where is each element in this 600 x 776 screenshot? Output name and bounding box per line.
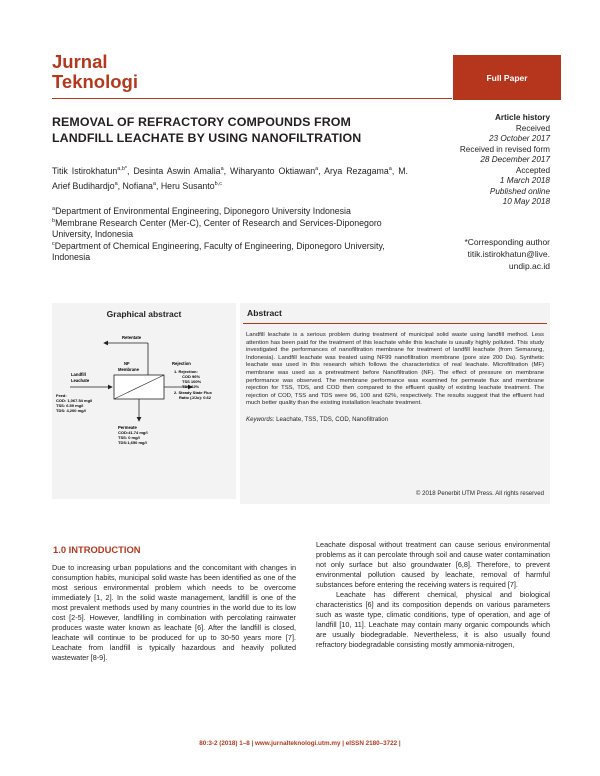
journal-name-line1: Jurnal	[52, 51, 108, 72]
abstract-box	[240, 303, 550, 504]
permeate-tss: TSS: 0 mg/l	[118, 435, 140, 440]
feed-tss: TSS: 6.59 mg/l	[56, 403, 84, 408]
rejection-label: Rejection	[172, 361, 191, 366]
revised-label: Received in revised form	[459, 144, 550, 154]
author-sup: a	[152, 181, 156, 188]
abstract-heading: Abstract	[243, 303, 547, 324]
author-list: Titik Istirokhatun$^{a,b*}$, Desinta Aswin Amalia$^a$, Wiharyanto Oktiawan$^a$, Arya Rezagama$^a$, M. Arief Budihardjo$^a$, Nofiana$^a$, Heru Susanto$^{b,c}$	[52, 166, 408, 191]
journal-name-line2: Teknologi	[52, 71, 138, 92]
affiliation-sup: b	[52, 217, 56, 224]
flux-ratio-value: Ratio (J/Jo): 0.62	[179, 395, 212, 400]
corresponding-email-line1: titik.istirokhatun@live.	[467, 249, 550, 259]
header-rule	[52, 98, 452, 99]
copyright-notice: © 2018 Penerbit UTM Press. All rights reserved	[415, 490, 544, 497]
permeate-cod: COD:41.74 mg/l	[118, 430, 148, 435]
author-name: M. Arief Budihardjo	[52, 166, 408, 191]
author-sup: a	[114, 181, 118, 188]
process-diagram	[52, 319, 236, 499]
revised-date: 28 December 2017	[480, 155, 550, 164]
rejection-tss: TSS 100%	[182, 379, 202, 384]
retentate-label: Retentate	[122, 335, 142, 340]
graphical-abstract-title: Graphical abstract	[106, 309, 182, 319]
affiliation-c	[52, 241, 410, 264]
history-heading: Article history	[494, 113, 550, 122]
article-history	[410, 113, 550, 208]
abstract-text: Landfill leachate is a serious problem during treatment of municipal solid waste using landfill method. Less attention has been paid for the treatment of this leachate while this leachate is usually highly polluted. This study investigated the performances of nanofiltration membrane for treatment of landfill leachate (from Semarang, Indonesia). Landfill leachate was treated using NF99 nanofiltration membrane (pore size 200 Da). Synthetic leachate was used in this research which follows the characteristics of real leachate. Microfiltration (MF) membrane was used as a pretreatment before Nanofiltration (NF). The effect of pressure on membrane performance was observed. The membrane performance was examined for permeate flux and membrane rejection for TSS, TDS, and COD then compared to the effluent quality of existing leachate treatment. The rejection of COD, TSS and TDS were 96, 100 and 62%, respectively. The results suggest that the effluent had much better quality than the existing installation leachate treatment.	[246, 332, 544, 407]
body-column-right	[316, 540, 550, 651]
section-heading-introduction: 1.0 INTRODUCTION	[53, 544, 141, 555]
author-name: Heru Susanto	[160, 181, 215, 191]
corresponding-author	[400, 236, 550, 272]
feed-label: Feed:	[56, 393, 67, 398]
published-date: 10 May 2018	[502, 197, 550, 206]
article-title: REMOVAL OF REFRACTORY COMPOUNDS FROM LANDFILL LEACHATE BY USING NANOFILTRATION	[52, 115, 362, 145]
graphical-abstract	[52, 303, 236, 499]
feed-cod: COD: 1,067.54 mg/l	[56, 398, 93, 403]
author-sup: a,b*	[117, 166, 128, 173]
corresponding-email-line2: undip.ac.id	[508, 261, 550, 271]
intro-paragraph-2: Leachate disposal without treatment can cause serious environmental problems as it can percolate through soil and cause water contamination not only surface but also groundwater [6,8]. Therefore, to prevent environmental pollution caused by leachate, removal of harmful substances before entering the receiving waters is required [7].	[316, 540, 550, 590]
feed-tds: TDS: 4,200 mg/l	[56, 408, 86, 413]
affiliation-a	[52, 206, 410, 218]
author-sup: a	[220, 166, 224, 173]
permeate-tds: TDS:1,650 mg/l	[118, 440, 147, 445]
affiliation-text: Membrane Research Center (Mer-C), Center of Research and Services-Diponegoro University, Indonesia	[52, 217, 382, 240]
affiliation-text: Department of Environmental Engineering, Diponegoro University Indonesia	[55, 206, 351, 216]
received-date: 23 October 2017	[489, 134, 550, 143]
affiliation-sup: a	[52, 206, 56, 213]
rejection-cod: COD 96%	[182, 374, 201, 379]
nf-label: NF	[124, 361, 130, 366]
author-sup: a	[315, 166, 319, 173]
affiliation-text: Department of Chemical Engineering, Faculty of Engineering, Diponegoro University, Indonesia	[52, 240, 385, 263]
accepted-date: 1 March 2018	[499, 176, 550, 185]
page-footer: 80:3-2 (2018) 1–8 | www.jurnalteknologi.utm.my | eISSN 2180–3722 |	[199, 740, 401, 747]
body-column-left	[52, 563, 296, 663]
journal-name	[52, 52, 138, 92]
author-sup: a	[388, 166, 392, 173]
affiliation-sup: c	[52, 240, 55, 247]
published-label: Published online	[489, 186, 550, 196]
author-sup: b,c	[214, 181, 222, 188]
accepted-label: Accepted	[515, 165, 550, 175]
rejection-tds: TDS 62%	[182, 384, 200, 389]
leachate-label: Leachate	[71, 378, 90, 383]
flux-ratio-heading: 2. Steady State Flux	[174, 390, 212, 395]
affiliations	[52, 206, 410, 264]
author-name: Arya Rezagama	[324, 166, 389, 176]
keywords-list: : Leachate, TSS, TDS, COD, Nanofiltration	[272, 415, 389, 423]
affiliation-b	[52, 218, 410, 241]
landfill-label: Landfill	[71, 372, 86, 377]
author-name: Desinta Aswin Amalia	[133, 166, 221, 176]
author-name: Nofiana	[122, 181, 153, 191]
full-paper-badge: Full Paper	[453, 55, 561, 100]
corresponding-label: *Corresponding author	[464, 237, 550, 247]
received-label: Received	[515, 123, 550, 133]
intro-paragraph-1: Due to increasing urban populations and the concomitant with changes in consumption habits, municipal solid waste has been identified as one of the most serious environmental problem which needs to be overcome immediately [1, 2]. In the solid waste management, landfill is one of the most prevalent methods used by many countries in the world due to its low cost [2-5]. However, landfilling in combination with percolating rainwater produces waste water known as leachate [6]. After the landfill is closed, leachate will continue to be produced for up to 30-50 years more [7]. Leachate from landfill is typically hazardous and heavily polluted wastewater [8-9].	[52, 563, 296, 663]
keywords-label: Keywords	[246, 415, 273, 423]
membrane-label: Membrane	[118, 367, 139, 372]
keywords	[246, 416, 544, 423]
author-name: Titik Istirokhatun	[52, 166, 118, 176]
author-name: Wiharyanto Oktiawan	[230, 166, 316, 176]
intro-paragraph-3: Leachate has different chemical, physical and biological characteristics [6] and its composition depends on various parameters such as waste type, climatic conditions, type of operation, and age of landfill [10, 11]. Leachate may contain many organic compounds which are usually biodegradable. Nevertheless, it is also usually found refractory biodegradable consisting mostly ammonia-nitrogen,	[316, 590, 550, 650]
permeate-label: Permeate	[118, 425, 137, 430]
rejection-heading: 1. Rejection:	[174, 369, 198, 374]
